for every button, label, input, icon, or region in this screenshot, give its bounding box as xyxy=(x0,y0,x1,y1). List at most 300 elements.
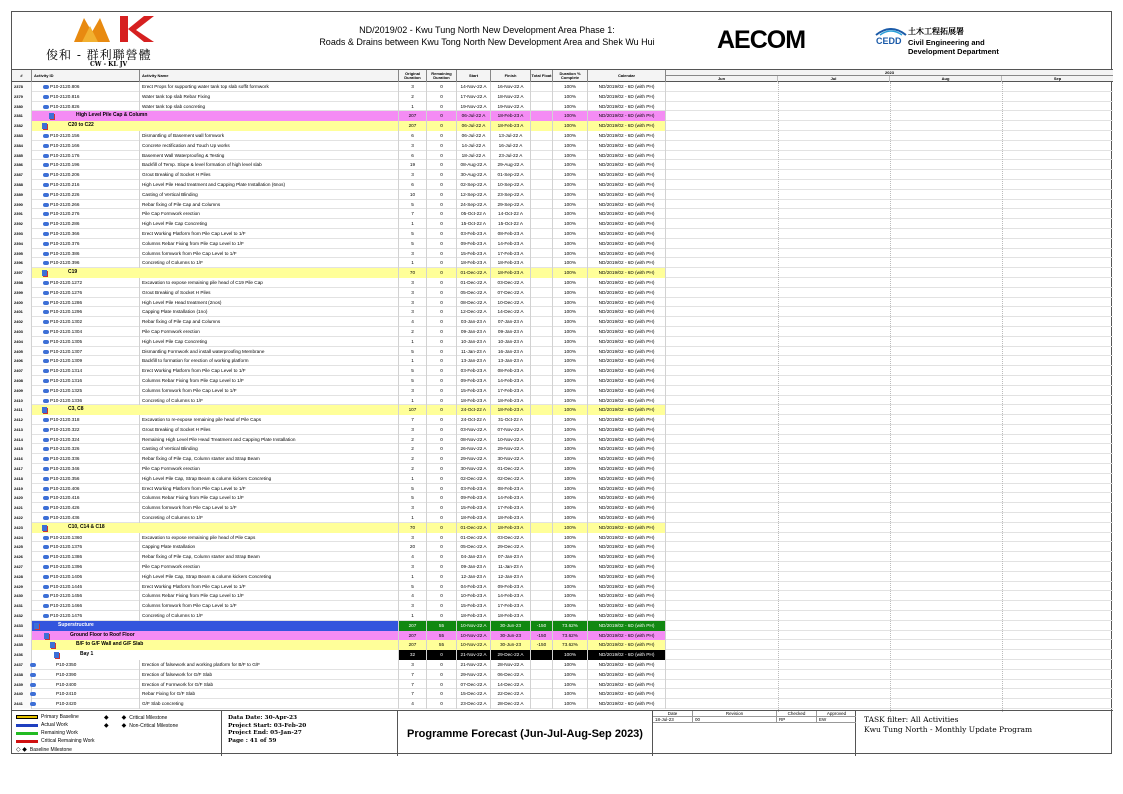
original-duration: 1 xyxy=(399,474,427,484)
activity-id: P10-2120.1302 xyxy=(32,317,140,327)
finish-date: 11-Jan-23 A xyxy=(491,562,531,572)
activity-row[interactable] xyxy=(12,552,1113,562)
finish-date: 14-Feb-23 A xyxy=(491,493,531,503)
task-icon xyxy=(43,418,49,422)
wbs-summary-row[interactable] xyxy=(12,268,1113,278)
remaining-duration: 0 xyxy=(427,454,457,464)
activity-row[interactable] xyxy=(12,92,1113,102)
activity-id: P10-2420 xyxy=(32,699,140,709)
legend-critical-swatch xyxy=(16,740,38,743)
row-number: 2390 xyxy=(12,200,32,210)
activity-id: P10-2410 xyxy=(32,689,140,699)
start-date: 09-Feb-23 A xyxy=(457,493,491,503)
start-date: 08-Aug-22 A xyxy=(457,160,491,170)
activity-row[interactable] xyxy=(12,278,1113,288)
activity-row[interactable] xyxy=(12,347,1113,357)
activity-name: Capping Plate Installation xyxy=(140,542,399,552)
total-float xyxy=(531,611,553,621)
programme-title: Programme Forecast (Jun-Jul-Aug-Sep 2023) xyxy=(398,711,653,756)
remaining-duration: 0 xyxy=(427,680,457,690)
legend-primary-baseline xyxy=(16,714,79,720)
original-duration: 5 xyxy=(399,493,427,503)
legend-noncritical-milestone-icon: ◆ xyxy=(104,723,109,729)
original-duration: 70 xyxy=(399,268,427,278)
duration-percent-complete: 100% xyxy=(553,298,588,308)
calendar: ND/2019/02 - 6D (with PH) xyxy=(588,121,666,131)
row-number: 2397 xyxy=(12,268,32,278)
row-number: 2406 xyxy=(12,356,32,366)
duration-percent-complete: 100% xyxy=(553,493,588,503)
remaining-duration: 0 xyxy=(427,591,457,601)
activity-row[interactable] xyxy=(12,699,1113,709)
activity-row[interactable] xyxy=(12,533,1113,543)
wbs-summary-row[interactable] xyxy=(12,523,1113,533)
legend-critical-milestone-icon: ◆ xyxy=(104,715,109,721)
project-end: Project End: 05-Jan-27 xyxy=(228,730,302,736)
finish-date: 18-Feb-23 A xyxy=(491,513,531,523)
finish-date: 19-Nov-22 A xyxy=(491,102,531,112)
activity-row[interactable] xyxy=(12,386,1113,396)
remaining-duration: 0 xyxy=(427,484,457,494)
wbs-icon xyxy=(42,270,47,276)
activity-row[interactable] xyxy=(12,542,1113,552)
remaining-duration: 0 xyxy=(427,444,457,454)
row-number: 2425 xyxy=(12,542,32,552)
activity-name: Excavation to re-expose remaining pile head of Pile Caps xyxy=(140,415,399,425)
remaining-duration: 0 xyxy=(427,337,457,347)
task-icon xyxy=(43,193,49,197)
activity-row[interactable] xyxy=(12,317,1113,327)
remaining-duration: 0 xyxy=(427,151,457,161)
activity-row[interactable] xyxy=(12,288,1113,298)
activity-name: Water tank top slab Rebar Fixing xyxy=(140,92,399,102)
remaining-duration: 0 xyxy=(427,190,457,200)
original-duration: 19 xyxy=(399,160,427,170)
activity-id: P10-2120.226 xyxy=(32,190,140,200)
start-date: 09-Feb-23 A xyxy=(457,376,491,386)
activity-row[interactable] xyxy=(12,356,1113,366)
start-date: 03-Feb-23 A xyxy=(457,484,491,494)
col-finish[interactable]: Finish xyxy=(491,70,531,82)
calendar: ND/2019/02 - 6D (with PH) xyxy=(588,493,666,503)
total-float xyxy=(531,601,553,611)
activity-id: P10-2350 xyxy=(32,660,140,670)
start-date: 24-Oct-22 A xyxy=(457,405,491,415)
start-date: 01-Dec-22 A xyxy=(457,533,491,543)
original-duration: 3 xyxy=(399,503,427,513)
original-duration: 1 xyxy=(399,258,427,268)
activity-row[interactable] xyxy=(12,160,1113,170)
start-date: 29-Nov-22 A xyxy=(457,454,491,464)
duration-percent-complete: 100% xyxy=(553,650,588,660)
calendar: ND/2019/02 - 6D (with PH) xyxy=(588,699,666,709)
remaining-duration: 0 xyxy=(427,160,457,170)
activity-id: P10-2120.826 xyxy=(32,102,140,112)
total-float xyxy=(531,493,553,503)
activity-row[interactable] xyxy=(12,376,1113,386)
task-icon xyxy=(43,565,49,569)
finish-date: 10-Sep-22 A xyxy=(491,180,531,190)
duration-percent-complete: 100% xyxy=(553,474,588,484)
start-date: 04-Feb-23 A xyxy=(457,582,491,592)
total-float xyxy=(531,307,553,317)
activity-row[interactable] xyxy=(12,435,1113,445)
col-duration-complete[interactable]: Duration % Complete xyxy=(553,70,588,82)
col-calendar[interactable]: Calendar xyxy=(588,70,666,82)
remaining-duration: 0 xyxy=(427,670,457,680)
remaining-duration: 0 xyxy=(427,533,457,543)
total-float xyxy=(531,219,553,229)
wbs-name: Bay 1 xyxy=(32,650,399,660)
col-activity-name[interactable]: Activity Name xyxy=(140,70,399,82)
remaining-duration: 0 xyxy=(427,219,457,229)
legend-label: Critical Milestone xyxy=(129,714,168,721)
activity-name: G/F Slab concreting xyxy=(140,699,399,709)
activity-row[interactable] xyxy=(12,611,1113,621)
row-number: 2396 xyxy=(12,258,32,268)
col-start[interactable]: Start xyxy=(457,70,491,82)
original-duration: 4 xyxy=(399,552,427,562)
remaining-duration: 0 xyxy=(427,523,457,533)
calendar: ND/2019/02 - 6D (with PH) xyxy=(588,631,666,641)
calendar: ND/2019/02 - 6D (with PH) xyxy=(588,239,666,249)
activity-row[interactable] xyxy=(12,670,1113,680)
col-num[interactable]: # xyxy=(12,70,32,82)
activity-id: P10-2400 xyxy=(32,680,140,690)
task-icon xyxy=(43,477,49,481)
row-number: 2430 xyxy=(12,591,32,601)
wbs-summary-row[interactable] xyxy=(12,111,1113,121)
row-number: 2379 xyxy=(12,92,32,102)
task-icon xyxy=(43,291,49,295)
finish-date: 14-Dec-22 A xyxy=(491,307,531,317)
finish-date: 18-Feb-23 A xyxy=(491,523,531,533)
original-duration: 207 xyxy=(399,621,427,631)
remaining-duration: 0 xyxy=(427,180,457,190)
duration-percent-complete: 100% xyxy=(553,572,588,582)
activity-name: Columns Rebar Fixing from Pile Cap Level to 1/F xyxy=(140,591,399,601)
calendar: ND/2019/02 - 6D (with PH) xyxy=(588,474,666,484)
start-date: 18-Feb-23 A xyxy=(457,611,491,621)
activity-row[interactable] xyxy=(12,219,1113,229)
calendar: ND/2019/02 - 6D (with PH) xyxy=(588,209,666,219)
activity-row[interactable] xyxy=(12,337,1113,347)
timeline-month-jul: Jul xyxy=(778,76,890,82)
original-duration: 4 xyxy=(399,699,427,709)
activity-row[interactable] xyxy=(12,209,1113,219)
activity-row[interactable] xyxy=(12,229,1113,239)
total-float xyxy=(531,298,553,308)
cedd-abbreviation: CEDD xyxy=(876,36,902,46)
start-date: 26-Nov-22 A xyxy=(457,444,491,454)
calendar: ND/2019/02 - 6D (with PH) xyxy=(588,670,666,680)
activity-row[interactable] xyxy=(12,680,1113,690)
original-duration: 5 xyxy=(399,582,427,592)
total-float xyxy=(531,366,553,376)
finish-date: 16-Nov-22 A xyxy=(491,82,531,92)
legend-noncritical-milestone-icon: ◆ xyxy=(121,723,127,729)
task-icon xyxy=(43,252,49,256)
calendar: ND/2019/02 - 6D (with PH) xyxy=(588,444,666,454)
task-filter: TASK filter: All Activities xyxy=(864,715,959,724)
start-date: 17-Nov-22 A xyxy=(457,92,491,102)
activity-row[interactable] xyxy=(12,396,1113,406)
original-duration: 5 xyxy=(399,200,427,210)
total-float xyxy=(531,699,553,709)
legend xyxy=(12,711,222,756)
start-date: 01-Dec-22 A xyxy=(457,278,491,288)
finish-date: 15-Oct-22 A xyxy=(491,219,531,229)
timeline-month-jun: Jun xyxy=(666,76,778,82)
cedd-chinese-name: 土木工程拓展署 xyxy=(908,27,964,36)
activity-id: P10-2120.1446 xyxy=(32,582,140,592)
finish-date: 13-Jul-22 A xyxy=(491,131,531,141)
remaining-duration: 55 xyxy=(427,640,457,650)
finish-date: 16-Jul-22 A xyxy=(491,141,531,151)
row-number: 2401 xyxy=(12,307,32,317)
activity-row[interactable] xyxy=(12,444,1113,454)
activity-row[interactable] xyxy=(12,474,1113,484)
activity-row[interactable] xyxy=(12,562,1113,572)
calendar: ND/2019/02 - 6D (with PH) xyxy=(588,219,666,229)
activity-row[interactable] xyxy=(12,503,1113,513)
task-icon xyxy=(43,105,49,109)
calendar: ND/2019/02 - 6D (with PH) xyxy=(588,650,666,660)
timeline-month-aug: Aug xyxy=(890,76,1002,82)
legend-remaining-swatch xyxy=(16,732,38,735)
activity-row[interactable] xyxy=(12,239,1113,249)
activity-row[interactable] xyxy=(12,689,1113,699)
remaining-duration: 0 xyxy=(427,298,457,308)
start-date: 09-Jan-23 A xyxy=(457,562,491,572)
row-number: 2389 xyxy=(12,190,32,200)
duration-percent-complete: 100% xyxy=(553,337,588,347)
col-remaining-duration[interactable]: Remaining Duration xyxy=(427,70,457,82)
total-float xyxy=(531,278,553,288)
remaining-duration: 0 xyxy=(427,699,457,709)
activity-row[interactable] xyxy=(12,82,1113,92)
remaining-duration: 0 xyxy=(427,288,457,298)
duration-percent-complete: 100% xyxy=(553,396,588,406)
calendar: ND/2019/02 - 6D (with PH) xyxy=(588,327,666,337)
finish-date: 14-Oct-22 A xyxy=(491,209,531,219)
calendar: ND/2019/02 - 6D (with PH) xyxy=(588,278,666,288)
wbs-summary-row[interactable] xyxy=(12,405,1113,415)
duration-percent-complete: 100% xyxy=(553,200,588,210)
start-date: 07-Dec-22 A xyxy=(457,680,491,690)
activity-row[interactable] xyxy=(12,454,1113,464)
activity-row[interactable] xyxy=(12,582,1113,592)
activity-row[interactable] xyxy=(12,298,1113,308)
wbs-summary-row[interactable] xyxy=(12,121,1113,131)
duration-percent-complete: 100% xyxy=(553,288,588,298)
activity-row[interactable] xyxy=(12,180,1113,190)
col-total-float[interactable]: Total Float xyxy=(531,70,553,82)
remaining-duration: 55 xyxy=(427,631,457,641)
total-float xyxy=(531,582,553,592)
activity-name: Rebar fixing of Pile Cap and Columns xyxy=(140,200,399,210)
total-float xyxy=(531,425,553,435)
duration-percent-complete: 100% xyxy=(553,141,588,151)
total-float xyxy=(531,337,553,347)
finish-date: 08-Feb-23 A xyxy=(491,484,531,494)
activity-row[interactable] xyxy=(12,200,1113,210)
activity-id: P10-2120.206 xyxy=(32,170,140,180)
activity-row[interactable] xyxy=(12,131,1113,141)
wbs-summary-row[interactable] xyxy=(12,631,1113,641)
original-duration: 5 xyxy=(399,229,427,239)
duration-percent-complete: 100% xyxy=(553,611,588,621)
legend-label: Critical Remaining Work xyxy=(41,738,95,744)
activity-row[interactable] xyxy=(12,493,1113,503)
start-date: 10-Nov-22 A xyxy=(457,621,491,631)
activity-row[interactable] xyxy=(12,102,1113,112)
original-duration: 5 xyxy=(399,484,427,494)
start-date: 12-Jan-23 A xyxy=(457,572,491,582)
remaining-duration: 0 xyxy=(427,131,457,141)
remaining-duration: 0 xyxy=(427,689,457,699)
activity-row[interactable] xyxy=(12,415,1113,425)
col-activity-id[interactable]: Activity ID xyxy=(32,70,140,82)
calendar: ND/2019/02 - 6D (with PH) xyxy=(588,111,666,121)
activity-id: P10-2120.336 xyxy=(32,454,140,464)
remaining-duration: 0 xyxy=(427,366,457,376)
task-icon xyxy=(43,350,49,354)
start-date: 24-Sep-22 A xyxy=(457,200,491,210)
activity-name: Remaining High Level Pile Head Treatment and Capping Plate Installation xyxy=(140,435,399,445)
remaining-duration: 0 xyxy=(427,121,457,131)
activity-row[interactable] xyxy=(12,258,1113,268)
calendar: ND/2019/02 - 6D (with PH) xyxy=(588,513,666,523)
activity-id: P10-2120.416 xyxy=(32,493,140,503)
total-float xyxy=(531,503,553,513)
task-icon xyxy=(43,604,49,608)
activity-id: P10-2120.326 xyxy=(32,444,140,454)
finish-date: 07-Nov-22 A xyxy=(491,425,531,435)
duration-percent-complete: 100% xyxy=(553,121,588,131)
calendar: ND/2019/02 - 6D (with PH) xyxy=(588,82,666,92)
task-icon xyxy=(30,663,36,667)
duration-percent-complete: 100% xyxy=(553,239,588,249)
activity-row[interactable] xyxy=(12,513,1113,523)
activity-row[interactable] xyxy=(12,141,1113,151)
original-duration: 2 xyxy=(399,92,427,102)
activity-row[interactable] xyxy=(12,249,1113,259)
activity-name: Erect Working Platform from Pile Cap Level to 1/F xyxy=(140,229,399,239)
original-duration: 4 xyxy=(399,317,427,327)
original-duration: 3 xyxy=(399,562,427,572)
task-icon xyxy=(43,134,49,138)
activity-row[interactable] xyxy=(12,601,1113,611)
finish-date: 29-Sep-22 A xyxy=(491,200,531,210)
row-number: 2393 xyxy=(12,229,32,239)
activity-row[interactable] xyxy=(12,660,1113,670)
remaining-duration: 0 xyxy=(427,415,457,425)
finish-date: 18-Nov-22 A xyxy=(491,92,531,102)
calendar: ND/2019/02 - 6D (with PH) xyxy=(588,640,666,650)
calendar: ND/2019/02 - 6D (with PH) xyxy=(588,660,666,670)
activity-id: P10-2120.1305 xyxy=(32,337,140,347)
activity-row[interactable] xyxy=(12,366,1113,376)
wbs-summary-row[interactable] xyxy=(12,621,1113,631)
row-number: 2409 xyxy=(12,386,32,396)
finish-date: 30-Jun-23 xyxy=(491,631,531,641)
activity-name: Rebar fixing of Pile Cap, Column starter and Strap Beam xyxy=(140,552,399,562)
calendar: ND/2019/02 - 6D (with PH) xyxy=(588,611,666,621)
finish-date: 29-Aug-22 A xyxy=(491,160,531,170)
start-date: 08-Dec-22 A xyxy=(457,298,491,308)
row-number: 2420 xyxy=(12,493,32,503)
activity-row[interactable] xyxy=(12,170,1113,180)
activity-row[interactable] xyxy=(12,425,1113,435)
start-date: 01-Dec-22 A xyxy=(457,268,491,278)
wbs-summary-row[interactable] xyxy=(12,650,1113,660)
activity-row[interactable] xyxy=(12,464,1113,474)
row-number: 2378 xyxy=(12,82,32,92)
start-date: 23-Dec-22 A xyxy=(457,699,491,709)
rev-header-approved: Approved xyxy=(817,711,856,717)
activity-row[interactable] xyxy=(12,572,1113,582)
task-icon xyxy=(43,320,49,324)
finish-date: 03-Dec-22 A xyxy=(491,533,531,543)
duration-percent-complete: 100% xyxy=(553,591,588,601)
activity-row[interactable] xyxy=(12,151,1113,161)
task-icon xyxy=(43,232,49,236)
schedule-sheet xyxy=(11,11,1112,754)
duration-percent-complete: 100% xyxy=(553,229,588,239)
finish-date: 30-Jun-23 xyxy=(491,621,531,631)
activity-row[interactable] xyxy=(12,484,1113,494)
activity-name: Concrete rectification and Touch Up works xyxy=(140,141,399,151)
total-float xyxy=(531,405,553,415)
activity-row[interactable] xyxy=(12,591,1113,601)
remaining-duration: 0 xyxy=(427,552,457,562)
activity-row[interactable] xyxy=(12,307,1113,317)
activity-name: Pile Cap Formwork erection xyxy=(140,327,399,337)
activity-row[interactable] xyxy=(12,327,1113,337)
remaining-duration: 0 xyxy=(427,464,457,474)
activity-id: P10-2120.318 xyxy=(32,415,140,425)
total-float xyxy=(531,82,553,92)
row-number: 2416 xyxy=(12,454,32,464)
total-float xyxy=(531,258,553,268)
original-duration: 3 xyxy=(399,249,427,259)
remaining-duration: 0 xyxy=(427,396,457,406)
task-icon xyxy=(43,242,49,246)
row-number: 2385 xyxy=(12,151,32,161)
start-date: 14-Jul-22 A xyxy=(457,141,491,151)
activity-id: P10-2120.376 xyxy=(32,239,140,249)
total-float xyxy=(531,190,553,200)
task-icon xyxy=(43,85,49,89)
start-date: 15-Oct-22 A xyxy=(457,219,491,229)
activity-row[interactable] xyxy=(12,190,1113,200)
remaining-duration: 0 xyxy=(427,327,457,337)
original-duration: 207 xyxy=(399,121,427,131)
activity-id: P10-2120.1406 xyxy=(32,572,140,582)
col-original-duration[interactable]: Original Duration xyxy=(399,70,427,82)
task-icon xyxy=(43,399,49,403)
remaining-duration: 0 xyxy=(427,650,457,660)
wbs-summary-row[interactable] xyxy=(12,640,1113,650)
finish-date: 17-Feb-23 A xyxy=(491,601,531,611)
row-number: 2408 xyxy=(12,376,32,386)
row-number: 2388 xyxy=(12,180,32,190)
finish-date: 07-Jan-23 A xyxy=(491,552,531,562)
remaining-duration: 0 xyxy=(427,209,457,219)
activity-name: Pile Cap Formwork erection xyxy=(140,209,399,219)
total-float xyxy=(531,484,553,494)
